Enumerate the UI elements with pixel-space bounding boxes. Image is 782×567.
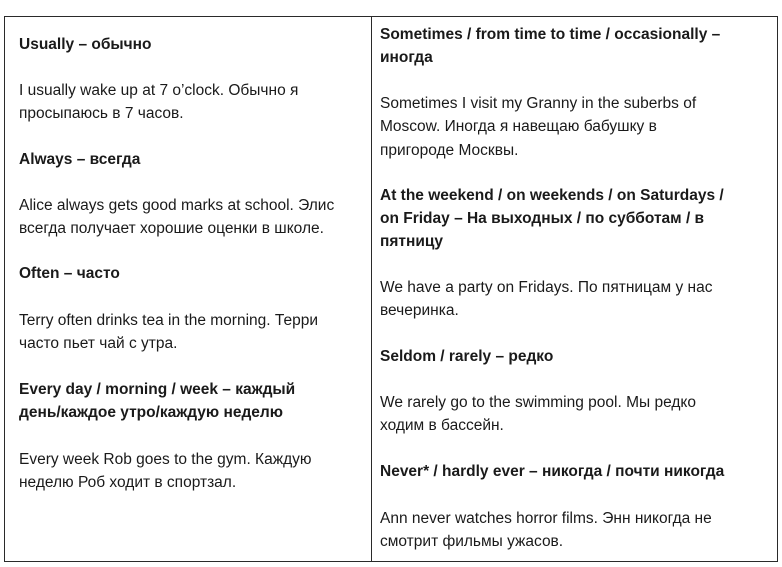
weekend-heading-line-1: At the weekend / on weekends / on Saturdays / — [380, 187, 724, 204]
everyday-example-line-1: Every week Rob goes to the gym. Каждую — [19, 451, 312, 468]
usually-example-line-2: просыпаюсь в 7 часов. — [19, 105, 184, 122]
usually-example-line-1: I usually wake up at 7 o’clock. Обычно я — [19, 82, 299, 99]
always-heading: Always – всегда — [19, 151, 141, 168]
weekend-heading-line-3: пятницу — [380, 233, 444, 250]
often-heading: Often – часто — [19, 265, 120, 282]
adverbs-table — [4, 16, 778, 562]
always-example-line-1: Alice always gets good marks at school. Элис — [19, 197, 335, 214]
sometimes-heading-line-2: иногда — [380, 49, 433, 66]
left-column — [5, 17, 372, 561]
often-example-line-2: часто пьет чай с утра. — [19, 335, 178, 352]
seldom-heading: Seldom / rarely – редко — [380, 348, 554, 365]
weekend-example-line-1: We have a party on Fridays. По пятницам у нас — [380, 279, 713, 296]
seldom-example-line-2: ходим в бассейн. — [380, 417, 504, 434]
weekend-example-line-2: вечеринка. — [380, 302, 459, 319]
usually-heading: Usually – обычно — [19, 36, 152, 53]
weekend-heading-line-2: on Friday – На выходных / по субботам / в — [380, 210, 705, 227]
sometimes-example-line-1: Sometimes I visit my Granny in the suberbs of — [380, 95, 697, 112]
everyday-heading-line-2: день/каждое утро/каждую неделю — [19, 404, 283, 421]
never-heading: Never* / hardly ever – никогда / почти никогда — [380, 463, 725, 480]
seldom-example-line-1: We rarely go to the swimming pool. Мы редко — [380, 394, 696, 411]
never-example-line-1: Ann never watches horror films. Энн никогда не — [380, 510, 712, 527]
everyday-example-line-2: неделю Роб ходит в спортзал. — [19, 474, 237, 491]
right-column — [372, 17, 777, 561]
sometimes-example-line-2: Moscow. Иногда я навещаю бабушку в — [380, 118, 657, 135]
sometimes-example-line-3: пригороде Москвы. — [380, 142, 519, 159]
never-example-line-2: смотрит фильмы ужасов. — [380, 533, 564, 550]
sometimes-heading-line-1: Sometimes / from time to time / occasionally – — [380, 26, 721, 43]
always-example-line-2: всегда получает хорошие оценки в школе. — [19, 220, 324, 237]
often-example-line-1: Terry often drinks tea in the morning. Терри — [19, 312, 318, 329]
everyday-heading-line-1: Every day / morning / week – каждый — [19, 381, 296, 398]
